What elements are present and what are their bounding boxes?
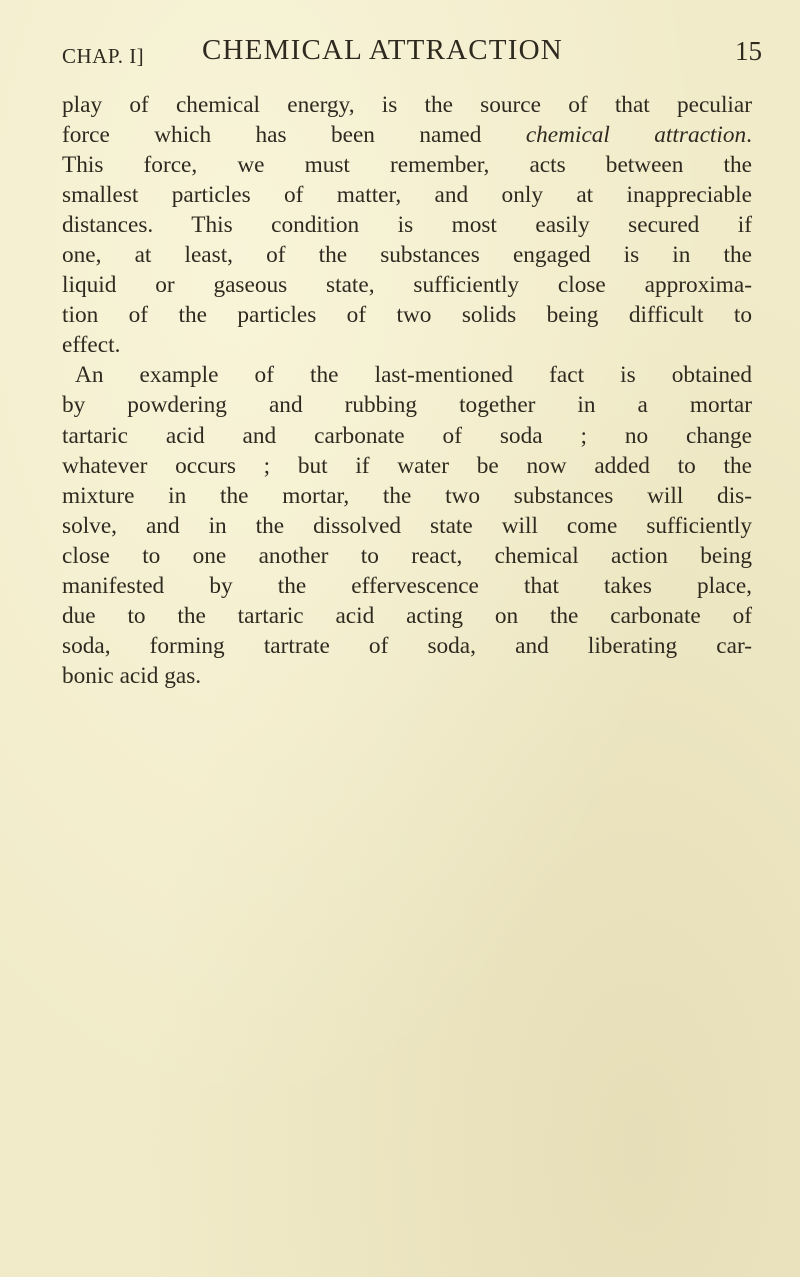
emphasized-term: chemical attraction bbox=[525, 122, 747, 149]
text-line: tartaric acid and carbonate of soda ; no change bbox=[62, 422, 752, 449]
chapter-label: CHAP. I] bbox=[62, 44, 145, 68]
text-line: soda, forming tartrate of soda, and liberating car- bbox=[62, 632, 752, 659]
text-line: solve, and in the dissolved state will come sufficiently bbox=[62, 512, 752, 539]
text-line: This force, we must remember, acts between the bbox=[62, 152, 752, 179]
text-line: due to the tartaric acid acting on the carbonate of bbox=[62, 602, 752, 629]
text-line: one, at least, of the substances engaged is in the bbox=[62, 242, 752, 269]
body-text bbox=[62, 90, 752, 691]
running-head bbox=[62, 34, 762, 74]
text-line: close to one another to react, chemical action being bbox=[62, 542, 752, 569]
text-line: smallest particles of matter, and only at inappreciable bbox=[62, 182, 752, 209]
chapter-title: CHEMICAL ATTRACTION bbox=[202, 34, 563, 66]
text-line: liquid or gaseous state, sufficiently close approxima- bbox=[62, 272, 752, 299]
paragraph-1 bbox=[62, 90, 752, 360]
text-line: effect. bbox=[62, 332, 121, 359]
text-line: play of chemical energy, is the source of that peculiar bbox=[62, 92, 752, 118]
text-line: manifested by the effervescence that takes place, bbox=[62, 572, 752, 599]
text-line: distances. This condition is most easily secured if bbox=[62, 212, 752, 239]
text-line: whatever occurs ; but if water be now added to the bbox=[62, 452, 752, 479]
text-line: force which has been named chemical attraction. bbox=[62, 122, 752, 149]
text-line: An example of the last-mentioned fact is obtained bbox=[75, 362, 752, 389]
text-line: tion of the particles of two solids being difficult to bbox=[62, 302, 752, 329]
text-line: mixture in the mortar, the two substances will dis- bbox=[62, 482, 752, 509]
page-number: 15 bbox=[735, 36, 762, 66]
text-line: bonic acid gas. bbox=[62, 662, 202, 689]
paragraph-2 bbox=[62, 360, 752, 691]
text-line: by powdering and rubbing together in a mortar bbox=[62, 392, 752, 419]
